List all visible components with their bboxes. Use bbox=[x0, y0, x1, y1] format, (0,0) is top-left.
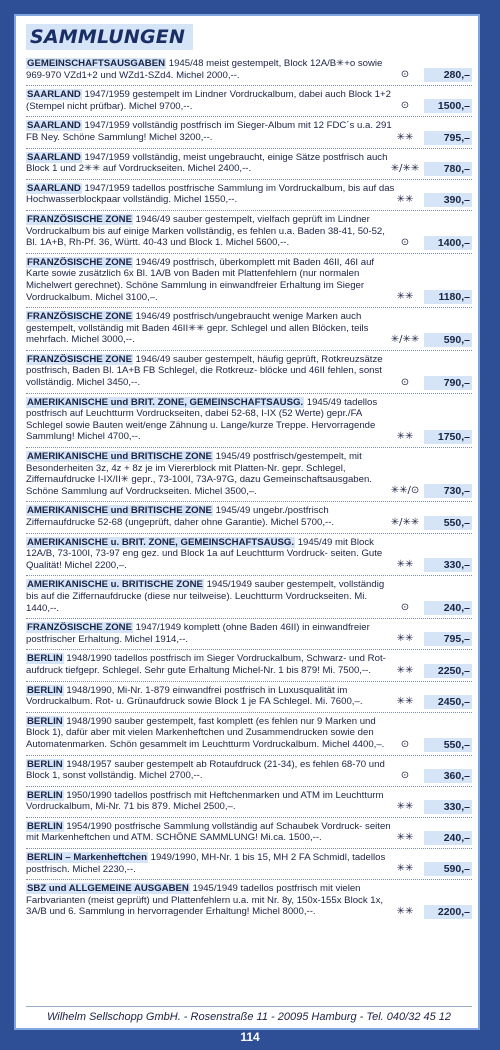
condition-symbol: ⊙ bbox=[400, 100, 410, 112]
lot-heading: SAARLAND bbox=[27, 151, 81, 163]
lot-entry bbox=[26, 755, 472, 786]
lot-body: 1945/1949 sauber gestempelt, vollständig bis auf die Ziffernaufdrucke (diese nur teilweise). Leuchtturm Vordruckseiten. Mi. 1440,--. bbox=[26, 579, 385, 614]
lot-price: 2450,– bbox=[424, 695, 472, 709]
lot-price: 240,– bbox=[424, 601, 472, 615]
lot-entry bbox=[26, 501, 472, 532]
lot-body: 1946/49 sauber gestempelt, häufig geprüft, Rotkreuzsätze postfrisch, Baden Bl. 1A+B FB Schlegel, die Rotkreuz- blöcke und 46II fehlen, sonst vollständig. Michel 3450,--. bbox=[26, 353, 383, 389]
lot-price: 780,– bbox=[424, 162, 472, 176]
lot-heading: SAARLAND bbox=[27, 120, 81, 132]
lot-heading: FRANZÖSISCHE ZONE bbox=[27, 256, 133, 268]
lot-description bbox=[26, 790, 396, 813]
lot-description bbox=[26, 653, 396, 676]
lot-heading: SAARLAND bbox=[27, 89, 81, 101]
lot-heading: BERLIN bbox=[27, 820, 63, 832]
lot-heading: FRANZÖSISCHE ZONE bbox=[27, 311, 133, 323]
condition-symbol: ⊙ bbox=[400, 769, 410, 781]
lot-body: 1948/1990 sauber gestempelt, fast komplett (es fehlen nur 9 Marken und Block 1), dafür aber mit vielen Markenheftchen und Zusammendrucken sowie den Automatenmarken. Schön gesammelt im Leuchtturm Vordruckalbum. Michel 4400,–. bbox=[26, 715, 385, 750]
lot-entry bbox=[26, 533, 472, 576]
lot-entry bbox=[26, 712, 472, 755]
lot-body: 1954/1990 postfrische Sammlung vollständig auf Schaubek Vordruck- seiten mit Markenheftchen und ATM. SCHÖNE SAMMLUNG! Mi.ca. 1500,--. bbox=[26, 820, 391, 844]
lot-body: 1948/1990, Mi-Nr. 1-879 einwandfrei postfrisch in Luxusqualität im Vordruckalbum. Rot- u. Grünaufdruck sowie Block 1 je FA Schlegel. Mi. 7600,–. bbox=[26, 684, 363, 708]
catalog-page bbox=[14, 14, 480, 1030]
condition-symbol: ⊙ bbox=[400, 602, 410, 614]
condition-symbol: ✳✳ bbox=[396, 832, 414, 844]
condition-symbol: ⊙ bbox=[400, 376, 410, 388]
lot-price: 1750,– bbox=[424, 430, 472, 444]
lot-description bbox=[26, 883, 396, 918]
lot-entry bbox=[26, 817, 472, 848]
lot-body: 1945/49 postfrisch/gestempelt, mit Besonderheiten 3z, 4z + 8z je im Viererblock mit Platten-Nr. gepr. Schlegel, Ziffernaufdrucke I-IX/II✳ gepr., 73-100I, 73A-97G, dazu Gemeinschaftsausgaben. Schöne Sammlung auf Vordruckseiten. Michel 3500,–. bbox=[26, 451, 372, 497]
lot-price: 280,– bbox=[424, 68, 472, 82]
lot-heading: BERLIN bbox=[27, 684, 63, 696]
lot-entry bbox=[26, 116, 472, 147]
lot-price: 240,– bbox=[424, 831, 472, 845]
lot-entry bbox=[26, 253, 472, 307]
lot-heading: BERLIN bbox=[27, 715, 63, 727]
condition-symbol: ✳✳ bbox=[396, 633, 414, 645]
lot-description bbox=[26, 685, 396, 708]
lot-body: 1946/49 postfrisch, überkomplett mit Baden 46II, 46I auf Karte sowie zusätzlich 6x Bl. 1A/B von Baden mit Plattenfehlern (nur normalen Michelwert gerechnet). Schöne Sammlung in einwandfreier Erhaltung im Sieger Vordruckalbum. Michel 3100,–. bbox=[26, 256, 375, 303]
lot-price: 360,– bbox=[424, 769, 472, 783]
lot-entry bbox=[26, 210, 472, 253]
lot-price: 1400,– bbox=[424, 236, 472, 250]
lot-description bbox=[26, 537, 396, 572]
lot-description bbox=[26, 852, 396, 875]
lot-price: 795,– bbox=[424, 632, 472, 646]
lot-entry bbox=[26, 786, 472, 817]
lot-price: 1500,– bbox=[424, 99, 472, 113]
lot-description bbox=[26, 397, 396, 443]
lot-description bbox=[26, 505, 396, 528]
lot-body: 1947/1959 tadellos postfrische Sammlung im Vordruckalbum, bis auf das Hochwasserblockpaar vollständig. Michel 1550,--. bbox=[26, 182, 395, 206]
lot-description bbox=[26, 311, 396, 346]
lot-description bbox=[26, 354, 396, 389]
lot-price: 1180,– bbox=[424, 290, 472, 304]
lot-heading: BERLIN bbox=[27, 758, 63, 770]
lot-body: 1948/1990 tadellos postfrisch im Sieger Vordruckalbum, Schwarz- und Rot- aufdruck tiefgepr. Schlegel. Sehr gute Erhaltung Michel-Nr. 1 bis 879! Mi. 7500,--. bbox=[26, 653, 386, 676]
lot-entry bbox=[26, 307, 472, 350]
lot-heading: FRANZÖSISCHE ZONE bbox=[27, 353, 133, 365]
condition-symbol: ✳✳/⊙ bbox=[390, 485, 420, 497]
lot-entry bbox=[26, 879, 472, 922]
lot-description bbox=[26, 821, 396, 844]
lot-entry bbox=[26, 393, 472, 447]
lot-description bbox=[26, 183, 396, 206]
lot-description bbox=[26, 89, 396, 112]
condition-symbol: ✳/✳✳ bbox=[390, 162, 420, 174]
lot-price: 330,– bbox=[424, 558, 472, 572]
condition-symbol: ⊙ bbox=[400, 69, 410, 81]
lot-description bbox=[26, 152, 396, 175]
lot-body: 1946/49 postfrisch/ungebraucht wenige Marken auch gestempelt, vollständig mit Baden 46II✳✳ gepr. Schlegel und allen Blöcken, teils mehrfach. Michel 3000,--. bbox=[26, 311, 369, 346]
lot-heading: AMERIKANISCHE u. BRITISCHE ZONE bbox=[27, 579, 203, 591]
lot-body: 1947/1949 komplett (ohne Baden 46II) in einwandfreier postfrischer Erhaltung. Michel 1914,--. bbox=[26, 622, 370, 645]
lot-entry bbox=[26, 85, 472, 116]
lot-heading: BERLIN bbox=[27, 789, 63, 801]
condition-symbol: ✳/✳✳ bbox=[390, 516, 420, 528]
lot-price: 550,– bbox=[424, 738, 472, 752]
condition-symbol: ✳✳ bbox=[396, 695, 414, 707]
lot-price: 390,– bbox=[424, 193, 472, 207]
lot-price: 795,– bbox=[424, 131, 472, 145]
lot-entry bbox=[26, 58, 472, 85]
lot-entry bbox=[26, 179, 472, 210]
lot-entry bbox=[26, 649, 472, 680]
lot-description bbox=[26, 451, 396, 497]
condition-symbol: ✳✳ bbox=[396, 291, 414, 303]
lot-heading: GEMEINSCHAFTSAUSGABEN bbox=[27, 58, 166, 69]
condition-symbol: ✳✳ bbox=[396, 664, 414, 676]
lot-description bbox=[26, 759, 396, 782]
title-bar bbox=[26, 24, 193, 50]
lot-price: 550,– bbox=[424, 516, 472, 530]
lot-heading: AMERIKANISCHE und BRITISCHE ZONE bbox=[27, 451, 212, 463]
condition-symbol: ✳✳ bbox=[396, 131, 414, 143]
condition-symbol: ✳✳ bbox=[396, 431, 414, 443]
condition-symbol: ✳✳ bbox=[396, 863, 414, 875]
lot-price: 590,– bbox=[424, 333, 472, 347]
condition-symbol: ✳✳ bbox=[396, 559, 414, 571]
lot-body: 1945/49 tadellos postfrisch auf Leuchtturm Vordruckseiten, dabei 52-68, I-IX (52 Werte) gepr./FA Schlegel sowie Bauten weit/enge Zähnung u. Lange/kurze Treppe. Hervorragende Sammlung! Michel 4700,--. bbox=[26, 396, 378, 443]
condition-symbol: ✳✳ bbox=[396, 800, 414, 812]
lot-entry bbox=[26, 618, 472, 649]
lot-price: 2200,– bbox=[424, 905, 472, 919]
lot-heading: FRANZÖSISCHE ZONE bbox=[27, 213, 133, 225]
lot-entry bbox=[26, 681, 472, 712]
lot-entry bbox=[26, 350, 472, 393]
lot-description bbox=[26, 622, 396, 645]
lot-body: 1947/1959 vollständig postfrisch im Sieger-Album mit 12 FDC´s u.a. 291 FB Ney. Schöne Sammlung! Michel 3200,--. bbox=[26, 120, 392, 143]
lot-body: 1945/49 ungebr./postfrisch Ziffernaufdrucke 52-68 (ungeprüft, daher ohne Garantie). Michel 5700,--. bbox=[26, 505, 335, 528]
lot-heading: BERLIN – Markenheftchen bbox=[27, 852, 147, 864]
lot-body: 1945/49 mit Block 12A/B, 73-100I, 73-97 eng gez. und Block 1a auf Leuchtturm Vordruck- seiten. Gute Qualität! Michel 2200,–. bbox=[26, 536, 383, 571]
condition-symbol: ⊙ bbox=[400, 236, 410, 248]
lot-list bbox=[26, 58, 472, 922]
lot-heading: AMERIKANISCHE und BRITISCHE ZONE bbox=[27, 505, 212, 517]
page-number: 114 bbox=[240, 1030, 260, 1044]
lot-description bbox=[26, 120, 396, 143]
lot-body: 1950/1990 tadellos postfrisch mit Heftchenmarken und ATM im Leuchtturm Vordruckalbum, Mi-Nr. 71 bis 879. Michel 2500,–. bbox=[26, 789, 384, 813]
lot-description bbox=[26, 257, 396, 303]
lot-body: 1947/1959 gestempelt im Lindner Vordruckalbum, dabei auch Block 1+2 (Stempel nicht prüfbar). Michel 9700,--. bbox=[26, 89, 391, 112]
lot-description bbox=[26, 579, 396, 614]
condition-symbol: ✳/✳✳ bbox=[390, 333, 420, 345]
lot-body: 1949/1990, MH-Nr. 1 bis 15, MH 2 FA Schmidl, tadellos postfrisch. Michel 2230,--. bbox=[26, 852, 386, 875]
lot-heading: AMERIKANISCHE und BRIT. ZONE, GEMEINSCHAFTSAUSG. bbox=[27, 396, 304, 408]
lot-heading: SAARLAND bbox=[27, 182, 81, 194]
lot-heading: FRANZÖSISCHE ZONE bbox=[27, 622, 133, 634]
footer-address: Wilhelm Sellschopp GmbH. - Rosenstraße 11 - 20095 Hamburg - Tel. 040/32 45 12 bbox=[26, 1006, 472, 1023]
lot-heading: BERLIN bbox=[27, 653, 63, 665]
lot-price: 330,– bbox=[424, 800, 472, 814]
lot-body: 1947/1959 vollständig, meist ungebraucht, einige Sätze postfrisch auch Block 1 und 2✳✳ auf Vordruckseiten. Michel 2400,--. bbox=[26, 151, 388, 175]
lot-description bbox=[26, 214, 396, 249]
condition-symbol: ⊙ bbox=[400, 738, 410, 750]
lot-entry bbox=[26, 575, 472, 618]
condition-symbol: ✳✳ bbox=[396, 193, 414, 205]
lot-entry bbox=[26, 848, 472, 879]
lot-price: 590,– bbox=[424, 862, 472, 876]
lot-entry bbox=[26, 447, 472, 501]
lot-body: 1945/1949 tadellos postfrisch mit vielen Farbvarianten (meist geprüft) und Plattenfehlern u.a. mit Nr. 8y, 150x-155x Block 1x, 3A/B und 6. Sammlung in hervorragender Erhaltung! Michel 8000,--. bbox=[26, 883, 384, 918]
lot-description bbox=[26, 58, 396, 81]
lot-body: 1945/48 meist gestempelt, Block 12A/B✳+o sowie 969-970 VZd1+2 und WZd1-SZd4. Michel 2000,--. bbox=[26, 58, 383, 81]
lot-price: 730,– bbox=[424, 484, 472, 498]
lot-price: 790,– bbox=[424, 376, 472, 390]
lot-body: 1948/1957 sauber gestempelt ab Rotaufdruck (21-34), es fehlen 68-70 und Block 1, sonst vollständig. Michel 2700,--. bbox=[26, 758, 385, 782]
lot-price: 2250,– bbox=[424, 664, 472, 678]
lot-heading: AMERIKANISCHE u. BRIT. ZONE, GEMEINSCHAFTSAUSG. bbox=[27, 536, 295, 548]
condition-symbol: ✳✳ bbox=[396, 906, 414, 918]
page-title: SAMMLUNGEN bbox=[30, 26, 186, 48]
lot-body: 1946/49 sauber gestempelt, vielfach geprüft im Lindner Vordruckalbum bis auf einige Marken vollständig, es fehlen u.a. Baden 38-41, 50-52, Bl. 1A+B, Rh-Pf. 36, Württ. 40-43 und Block 1. Michel 5600,--. bbox=[26, 213, 385, 249]
lot-description bbox=[26, 716, 396, 751]
lot-heading: SBZ und ALLGEMEINE AUSGABEN bbox=[27, 883, 189, 895]
lot-entry bbox=[26, 148, 472, 179]
